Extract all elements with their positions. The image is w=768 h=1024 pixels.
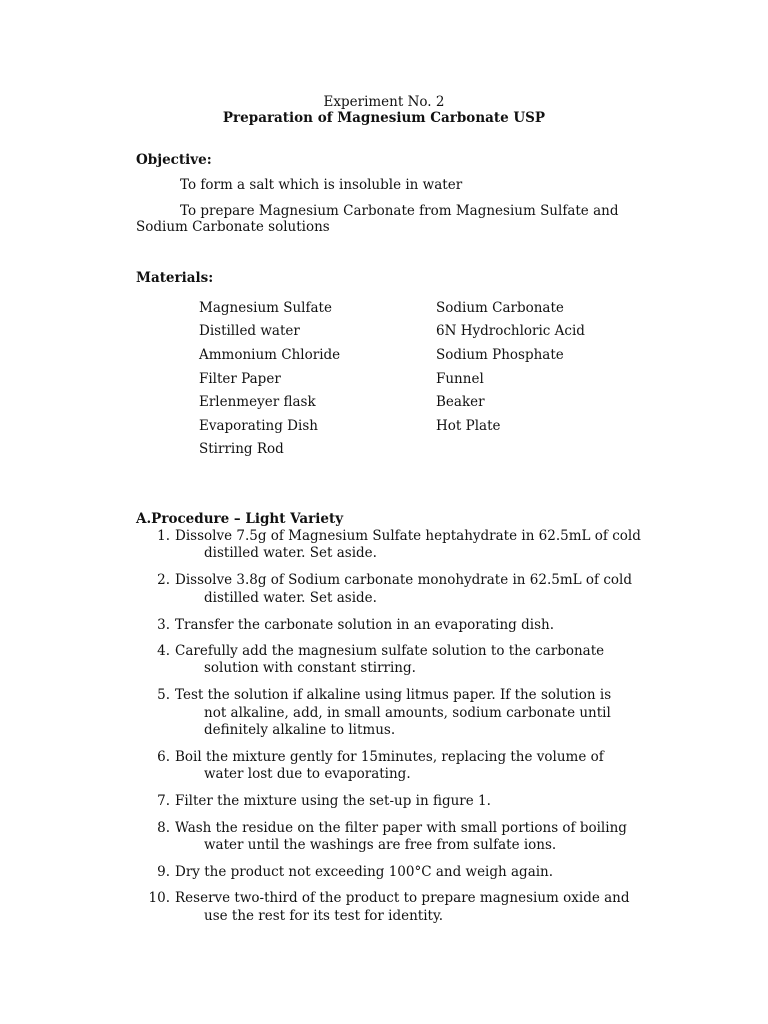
step-text: Transfer the carbonate solution in an evaporating dish. [175,617,554,633]
step-text: water until the washings are free from sulfate ions. [204,837,557,853]
material-item: Beaker [436,394,485,410]
document-title: Preparation of Magnesium Carbonate USP [222,110,546,126]
step-number: 8. [157,820,170,836]
step-number: 10. [148,890,170,906]
step-text: not alkaline, add, in small amounts, sodium carbonate until [204,705,611,721]
material-item: Erlenmeyer flask [199,394,316,410]
step-text: use the rest for its test for identity. [204,908,444,924]
materials-heading: Materials: [136,270,214,286]
step-text: Dissolve 7.5g of Magnesium Sulfate heptahydrate in 62.5mL of cold [175,528,641,544]
step-text: distilled water. Set aside. [204,545,377,561]
objective-line-2b: Sodium Carbonate solutions [136,219,330,235]
step-number: 1. [157,528,170,544]
material-item: Hot Plate [436,418,501,434]
step-text: Filter the mixture using the set-up in figure 1. [175,793,491,809]
step-number: 6. [157,749,170,765]
objective-heading: Objective: [136,152,212,168]
material-item: Filter Paper [199,371,281,387]
step-number: 7. [157,793,170,809]
objective-line-1: To form a salt which is insoluble in water [180,177,463,193]
material-item: Distilled water [199,323,300,339]
material-item: 6N Hydrochloric Acid [436,323,585,339]
step-number: 4. [157,643,170,659]
step-text: Dry the product not exceeding 100°C and weigh again. [175,864,554,880]
step-text: Carefully add the magnesium sulfate solution to the carbonate [175,643,605,659]
material-item: Sodium Phosphate [436,347,564,363]
procedure-heading: A.Procedure – Light Variety [136,511,344,527]
step-number: 9. [157,864,170,880]
step-text: Dissolve 3.8g of Sodium carbonate monohydrate in 62.5mL of cold [175,572,632,588]
step-text: distilled water. Set aside. [204,590,377,606]
material-item: Evaporating Dish [199,418,318,434]
step-text: definitely alkaline to litmus. [204,722,396,738]
material-item: Stirring Rod [199,441,284,457]
step-text: Wash the residue on the filter paper with small portions of boiling [175,820,627,836]
step-number: 3. [157,617,170,633]
material-item: Magnesium Sulfate [199,300,332,316]
step-text: solution with constant stirring. [204,660,416,676]
step-text: water lost due to evaporating. [204,766,411,782]
material-item: Funnel [436,371,484,387]
experiment-number: Experiment No. 2 [323,94,445,110]
material-item: Sodium Carbonate [436,300,564,316]
objective-line-2a: To prepare Magnesium Carbonate from Magnesium Sulfate and [180,203,619,219]
step-text: Boil the mixture gently for 15minutes, replacing the volume of [175,749,604,765]
step-number: 2. [157,572,170,588]
material-item: Ammonium Chloride [199,347,341,363]
step-number: 5. [157,687,170,703]
step-text: Reserve two-third of the product to prepare magnesium oxide and [175,890,630,906]
step-text: Test the solution if alkaline using litmus paper. If the solution is [175,687,612,703]
